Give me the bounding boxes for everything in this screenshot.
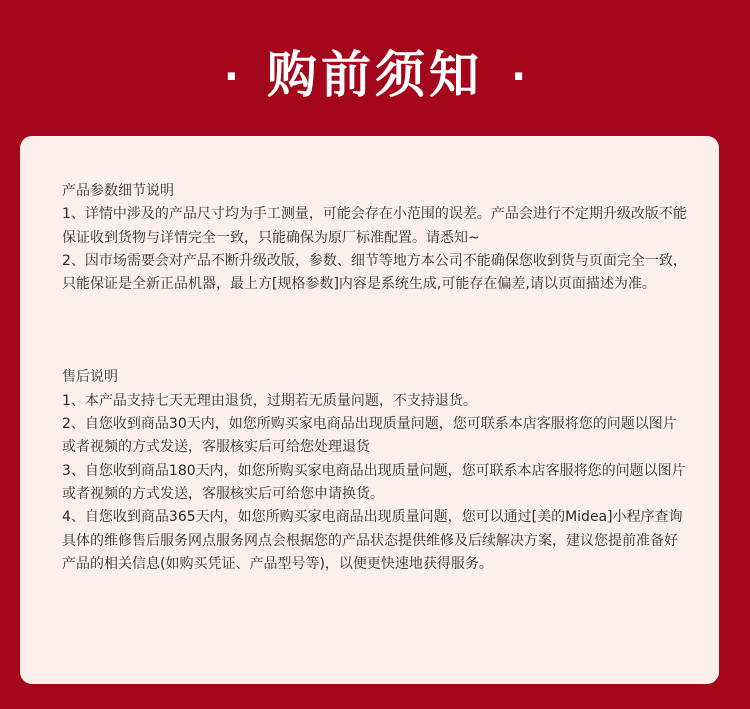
- after-sales-item-1: 1、本产品支持七天无理由退货，过期若无质量问题，不支持退货。: [62, 392, 477, 409]
- page-header: [0, 40, 750, 110]
- product-params-section: [62, 180, 689, 296]
- header-dot-left: ·: [223, 54, 239, 100]
- after-sales-section: [62, 366, 689, 576]
- product-params-title: 产品参数细节说明: [62, 183, 174, 199]
- section-spacer: [62, 296, 689, 366]
- product-params-item-2: 2、因市场需要会对产品不断升级改版，参数、细节等地方本公司不能确保您收到货与页面完全一致，只能保证是全新正品机器，最上方[规格参数]内容是系统生成,可能存在偏差,请以页面描述为准。: [62, 252, 687, 293]
- after-sales-item-4: 4、自您收到商品365天内，如您所购买家电商品出现质量问题，您可以通过[美的Midea]小程序查询具体的维修售后服务网点服务网点会根据您的产品状态提供维修及后续解决方案，建议您提前准备好产品的相关信息(如购买凭证、产品型号等)，以便更快速地获得服务。: [62, 509, 683, 572]
- header-dot-right: ·: [511, 54, 527, 100]
- notice-card: [20, 136, 719, 684]
- after-sales-title: 售后说明: [62, 369, 118, 386]
- after-sales-item-2: 2、自您收到商品30天内，如您所购买家电商品出现质量问题，您可联系本店客服将您的问题以图片或者视频的方式发送，客服核实后可给您处理退货: [62, 416, 677, 456]
- after-sales-item-3: 3、自您收到商品180天内，如您所购买家电商品出现质量问题，您可联系本店客服将您的问题以图片或者视频的方式发送，客服核实后可给您申请换货。: [62, 462, 686, 502]
- product-params-item-1: 1、详情中涉及的产品尺寸均为手工测量，可能会存在小范围的误差。产品会进行不定期升级改版不能保证收到货物与详情完全一致，只能确保为原厂标准配置。请悉知~: [62, 206, 687, 246]
- page-title: 购前须知: [267, 46, 483, 104]
